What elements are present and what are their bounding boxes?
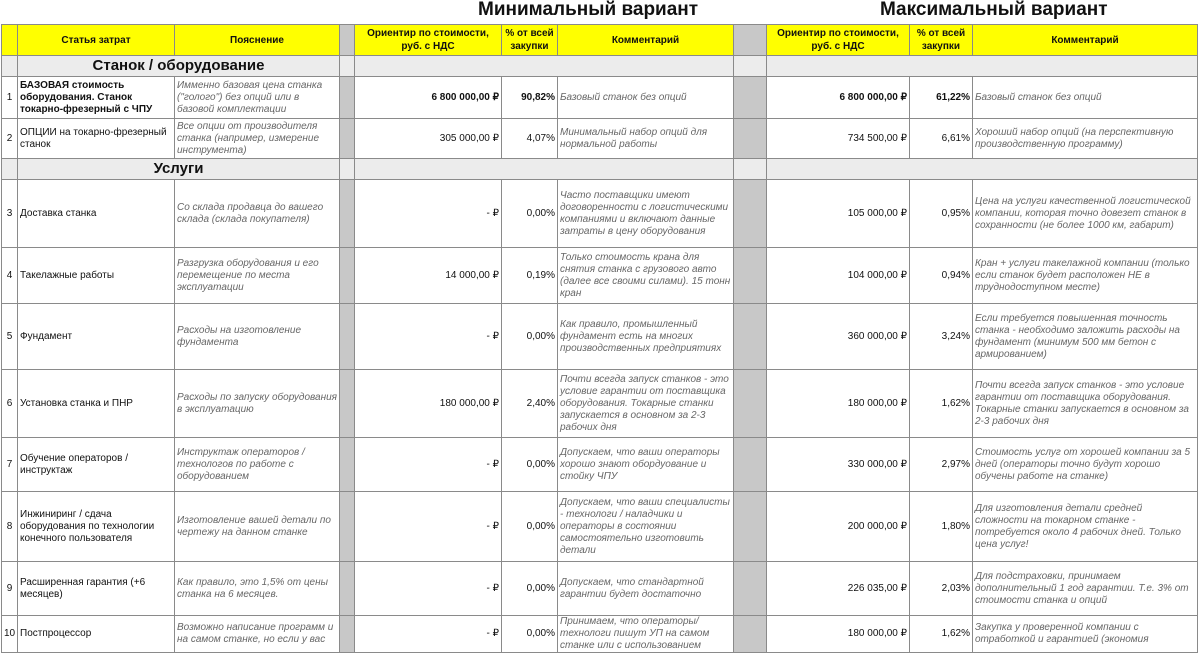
- explanation: Со склада продавца до вашего склада (склада покупателя): [175, 180, 340, 248]
- max-comment: Для подстраховки, принимаем дополнительный 1 год гарантии. Т.е. 3% от стоимости станка и опций: [973, 562, 1198, 616]
- min-pct: 0,19%: [502, 248, 558, 304]
- cost-item: Инжиниринг / сдача оборудования по технологии конечного пользователя: [18, 492, 175, 562]
- row-number: 8: [2, 492, 18, 562]
- table-row: [2, 562, 1198, 616]
- max-pct: 3,24%: [910, 304, 973, 370]
- max-comment: Если требуется повышенная точность станка - необходимо заложить расходы на фундамент (минимум 500 мм бетон с армированием): [973, 304, 1198, 370]
- min-pct: 4,07%: [502, 119, 558, 159]
- max-cost: 330 000,00 ₽: [767, 438, 910, 492]
- min-comment: Почти всегда запуск станков - это условие гарантии от поставщика оборудования. Токарные станки запускается в основном за 2-3 рабочих дня: [558, 370, 734, 438]
- max-pct: 0,95%: [910, 180, 973, 248]
- header-max-cost: Ориентир по стоимости, руб. с НДС: [767, 25, 910, 56]
- gap-column: [734, 304, 767, 370]
- table-row: [2, 304, 1198, 370]
- max-cost: 104 000,00 ₽: [767, 248, 910, 304]
- max-comment: Для изготовления детали средней сложности на токарном станке - потребуется около 4 рабочих дней. Только цена услуг!: [973, 492, 1198, 562]
- header-min-pct: % от всей закупки: [502, 25, 558, 56]
- max-comment: Стоимость услуг от хорошей компании за 5 дней (операторы точно будут хорошо обучены работе на станке): [973, 438, 1198, 492]
- header-min-comment: Комментарий: [558, 25, 734, 56]
- cost-item: Обучение операторов / инструктаж: [18, 438, 175, 492]
- explanation: Разгрузка оборудования и его перемещение по места эксплуатации: [175, 248, 340, 304]
- min-cost: - ₽: [355, 562, 502, 616]
- min-comment: Базовый станок без опций: [558, 77, 734, 119]
- max-cost: 360 000,00 ₽: [767, 304, 910, 370]
- section-fill: [767, 56, 1198, 77]
- min-pct: 0,00%: [502, 304, 558, 370]
- min-cost: 180 000,00 ₽: [355, 370, 502, 438]
- gap-column: [340, 119, 355, 159]
- cost-item: Расширенная гарантия (+6 месяцев): [18, 562, 175, 616]
- row-number: 6: [2, 370, 18, 438]
- section-fill: [355, 56, 734, 77]
- cost-item: Установка станка и ПНР: [18, 370, 175, 438]
- gap-column: [734, 56, 767, 77]
- min-pct: 0,00%: [502, 616, 558, 653]
- min-comment: Принимаем, что операторы/технологи пишут УП на самом станке или с использованием: [558, 616, 734, 653]
- max-comment: Кран + услуги такелажной компании (только если станок будет расположен НЕ в труднодоступном месте): [973, 248, 1198, 304]
- min-comment: Только стоимость крана для снятия станка с грузового авто (далее все своими силами). 15 тонн кран: [558, 248, 734, 304]
- row-number: 5: [2, 304, 18, 370]
- header-item: Статья затрат: [18, 25, 175, 56]
- max-comment: Почти всегда запуск станков - это условие гарантии от поставщика оборудования. Токарные станки запускается в основном за 2-3 рабочих дня: [973, 370, 1198, 438]
- header-min-cost: Ориентир по стоимости, руб. с НДС: [355, 25, 502, 56]
- gap-column: [340, 616, 355, 653]
- min-comment: Допускаем, что ваши операторы хорошо знают обордуование и стойку ЧПУ: [558, 438, 734, 492]
- gap-column: [734, 562, 767, 616]
- min-variant-title: Минимальный вариант: [478, 0, 699, 20]
- section-row: [2, 56, 1198, 77]
- header-num: [2, 25, 18, 56]
- table-row: [2, 616, 1198, 653]
- table-row: [2, 77, 1198, 119]
- cost-item: Доставка станка: [18, 180, 175, 248]
- gap-column: [340, 370, 355, 438]
- min-cost: 6 800 000,00 ₽: [355, 77, 502, 119]
- gap-column: [340, 180, 355, 248]
- max-comment: Закупка у проверенной компании с отработкой и гарантией (экономия: [973, 616, 1198, 653]
- max-pct: 6,61%: [910, 119, 973, 159]
- max-comment: Базовый станок без опций: [973, 77, 1198, 119]
- gap-column: [340, 77, 355, 119]
- min-pct: 0,00%: [502, 438, 558, 492]
- row-number: 2: [2, 119, 18, 159]
- table-row: [2, 119, 1198, 159]
- row-number: 10: [2, 616, 18, 653]
- explanation: Как правило, это 1,5% от цены станка на 6 месяцев.: [175, 562, 340, 616]
- min-cost: 305 000,00 ₽: [355, 119, 502, 159]
- max-cost: 6 800 000,00 ₽: [767, 77, 910, 119]
- gap-column: [734, 159, 767, 180]
- section-num: [2, 56, 18, 77]
- gap-column: [734, 616, 767, 653]
- table-row: [2, 370, 1198, 438]
- gap-column: [734, 438, 767, 492]
- max-pct: 61,22%: [910, 77, 973, 119]
- min-comment: Минимальный набор опций для нормальной работы: [558, 119, 734, 159]
- table-row: [2, 248, 1198, 304]
- min-comment: Допускаем, что стандартной гарантии будет достаточно: [558, 562, 734, 616]
- explanation: Имменно базовая цена станка ("голого") без опций или в базовой комплектации: [175, 77, 340, 119]
- gap-column: [340, 248, 355, 304]
- gap-column: [734, 492, 767, 562]
- explanation: Возможно написание программ и на самом станке, но если у вас: [175, 616, 340, 653]
- section-row: [2, 159, 1198, 180]
- cost-item: Фундамент: [18, 304, 175, 370]
- explanation: Расходы на изготовление фундамента: [175, 304, 340, 370]
- header-max-pct: % от всей закупки: [910, 25, 973, 56]
- min-comment: Как правило, промышленный фундамент есть на многих производственных предприятиях: [558, 304, 734, 370]
- min-cost: - ₽: [355, 616, 502, 653]
- explanation: Инструктаж операторов / технологов по работе с оборудованием: [175, 438, 340, 492]
- max-cost: 200 000,00 ₽: [767, 492, 910, 562]
- gap-column: [734, 180, 767, 248]
- row-number: 1: [2, 77, 18, 119]
- section-title: Услуги: [18, 159, 340, 180]
- section-fill: [355, 159, 734, 180]
- min-comment: Часто поставщики имеют договоренности с логистическими компаниями и включают данные затраты в цену оборудования: [558, 180, 734, 248]
- gap-column: [340, 562, 355, 616]
- gap-column: [340, 25, 355, 56]
- max-cost: 180 000,00 ₽: [767, 370, 910, 438]
- max-variant-title: Максимальный вариант: [880, 0, 1108, 20]
- gap-column: [340, 492, 355, 562]
- gap-column: [734, 77, 767, 119]
- max-pct: 1,62%: [910, 370, 973, 438]
- min-pct: 0,00%: [502, 180, 558, 248]
- max-pct: 1,80%: [910, 492, 973, 562]
- min-cost: - ₽: [355, 180, 502, 248]
- max-pct: 0,94%: [910, 248, 973, 304]
- cost-table: [1, 24, 1198, 653]
- gap-column: [734, 370, 767, 438]
- gap-column: [734, 248, 767, 304]
- min-cost: - ₽: [355, 438, 502, 492]
- row-number: 9: [2, 562, 18, 616]
- header-row: [2, 25, 1198, 56]
- max-cost: 226 035,00 ₽: [767, 562, 910, 616]
- cost-item: ОПЦИИ на токарно-фрезерный станок: [18, 119, 175, 159]
- table-body: [2, 56, 1198, 653]
- row-number: 7: [2, 438, 18, 492]
- min-pct: 0,00%: [502, 562, 558, 616]
- min-comment: Допускаем, что ваши специалисты - технологи / наладчики и операторы в состоянии самостоятельно изготовить детали: [558, 492, 734, 562]
- header-max-comment: Комментарий: [973, 25, 1198, 56]
- section-fill: [767, 159, 1198, 180]
- cost-item: Такелажные работы: [18, 248, 175, 304]
- max-pct: 2,97%: [910, 438, 973, 492]
- gap-column: [340, 304, 355, 370]
- gap-column: [340, 438, 355, 492]
- gap-column: [340, 56, 355, 77]
- header-explanation: Пояснение: [175, 25, 340, 56]
- table-row: [2, 438, 1198, 492]
- table-row: [2, 492, 1198, 562]
- explanation: Изготовление вашей детали по чертежу на данном станке: [175, 492, 340, 562]
- cost-item: БАЗОВАЯ стоимость оборудования. Станок токарно-фрезерный с ЧПУ: [18, 77, 175, 119]
- min-pct: 0,00%: [502, 492, 558, 562]
- min-pct: 2,40%: [502, 370, 558, 438]
- max-cost: 734 500,00 ₽: [767, 119, 910, 159]
- cost-item: Постпроцессор: [18, 616, 175, 653]
- min-cost: - ₽: [355, 304, 502, 370]
- max-cost: 180 000,00 ₽: [767, 616, 910, 653]
- max-cost: 105 000,00 ₽: [767, 180, 910, 248]
- max-pct: 1,62%: [910, 616, 973, 653]
- max-pct: 2,03%: [910, 562, 973, 616]
- row-number: 3: [2, 180, 18, 248]
- row-number: 4: [2, 248, 18, 304]
- min-pct: 90,82%: [502, 77, 558, 119]
- max-comment: Хороший набор опций (на перспективную производственную программу): [973, 119, 1198, 159]
- min-cost: - ₽: [355, 492, 502, 562]
- gap-column: [734, 25, 767, 56]
- min-cost: 14 000,00 ₽: [355, 248, 502, 304]
- section-num: [2, 159, 18, 180]
- section-title: Станок / оборудование: [18, 56, 340, 77]
- explanation: Все опции от производителя станка (например, измерение инструмента): [175, 119, 340, 159]
- max-comment: Цена на услуги качественной логистической компании, которая точно довезет станок в сохранности (не более 1000 км, габарит): [973, 180, 1198, 248]
- gap-column: [340, 159, 355, 180]
- table-row: [2, 180, 1198, 248]
- explanation: Расходы по запуску оборудования в эксплуатацию: [175, 370, 340, 438]
- gap-column: [734, 119, 767, 159]
